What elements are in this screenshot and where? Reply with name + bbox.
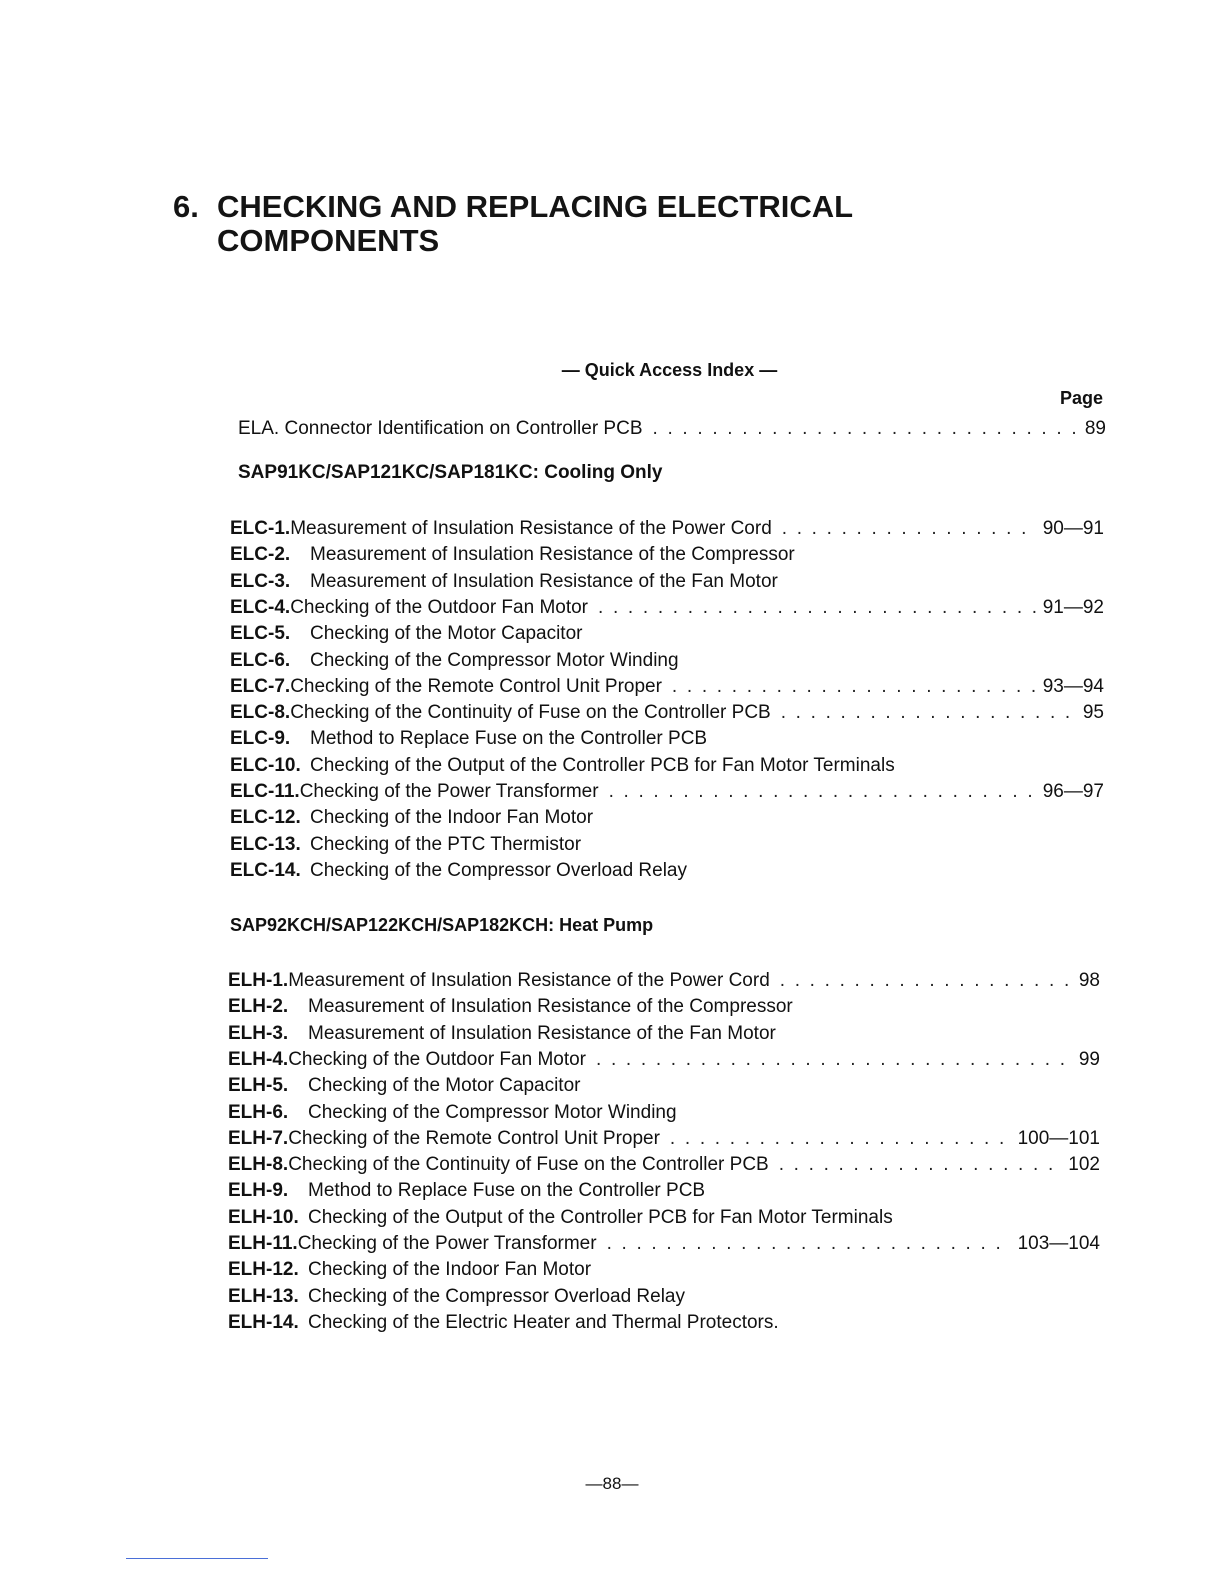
index-entry	[228, 996, 1100, 1022]
index-entry	[228, 1207, 1100, 1233]
index-entry	[230, 650, 1104, 676]
entry-page: 93—94	[1042, 675, 1104, 697]
index-entry	[228, 1233, 1100, 1259]
entry-text: Checking of the PTC Thermistor	[310, 833, 582, 855]
index-entry	[230, 702, 1104, 728]
entry-text: Checking of the Outdoor Fan Motor	[288, 1048, 587, 1070]
page-number: —88—	[585, 1474, 639, 1493]
index-entry	[230, 781, 1104, 807]
entry-text: Method to Replace Fuse on the Controller PCB	[310, 728, 708, 750]
entry-code: ELC-11.	[230, 781, 300, 802]
entry-text: Checking of the Compressor Motor Winding	[308, 1101, 677, 1123]
entry-code: ELH-4.	[228, 1048, 289, 1070]
index-entry	[230, 834, 1104, 860]
entry-code: ELH-10.	[228, 1206, 299, 1228]
index-entry	[228, 1023, 1100, 1049]
entry-page: 95	[1082, 702, 1104, 724]
index-entry	[228, 1180, 1100, 1206]
entry-page: 99	[1078, 1048, 1100, 1070]
entry-code: ELC-10.	[230, 754, 301, 776]
entry-text: Checking of the Motor Capacitor	[308, 1075, 581, 1097]
index-entry-ela	[238, 418, 1106, 444]
entry-code: ELC-12.	[230, 807, 301, 829]
entry-code: ELC-1.	[230, 518, 291, 539]
index-entry	[228, 1102, 1100, 1128]
entry-code: ELC-14.	[230, 859, 301, 881]
entry-text: Checking of the Output of the Controller PCB for Fan Motor Terminals	[308, 1206, 893, 1228]
chapter-number: 6.	[173, 189, 199, 224]
dot-leader	[653, 418, 1079, 440]
entry-text: Checking of the Power Transformer	[297, 1233, 597, 1254]
index-entry	[230, 544, 1104, 570]
entry-code: ELH-14.	[228, 1311, 299, 1333]
entry-text: Measurement of Insulation Resistance of the Power Cord	[288, 970, 770, 991]
entry-text: Checking of the Compressor Overload Relay	[308, 1285, 686, 1307]
dot-leader	[672, 676, 1037, 698]
entry-text: Checking of the Remote Control Unit Proper	[290, 675, 662, 697]
dot-leader	[780, 970, 1073, 992]
index-entry	[228, 1154, 1100, 1180]
entry-code: ELH-5.	[228, 1075, 289, 1097]
dot-leader	[598, 597, 1037, 619]
entry-text: Measurement of Insulation Resistance of the Fan Motor	[310, 570, 778, 592]
entry-code: ELH-12.	[228, 1259, 299, 1281]
entry-text: Checking of the Output of the Controller PCB for Fan Motor Terminals	[310, 754, 895, 776]
entry-page: 96—97	[1042, 781, 1104, 802]
index-entry	[228, 1049, 1100, 1075]
entry-page: 100—101	[1017, 1127, 1100, 1149]
index-entry	[230, 597, 1104, 623]
dot-leader	[596, 1049, 1073, 1071]
entry-text: Checking of the Remote Control Unit Proper	[288, 1127, 660, 1149]
dot-leader	[607, 1233, 1012, 1255]
entry-text: Method to Replace Fuse on the Controller PCB	[308, 1180, 706, 1202]
entry-text: Checking of the Indoor Fan Motor	[310, 807, 594, 829]
entry-code: ELC-13.	[230, 833, 301, 855]
entry-text: Checking of the Electric Heater and Thermal Protectors.	[308, 1311, 779, 1333]
entry-code: ELC-3.	[230, 570, 291, 592]
dot-leader	[781, 702, 1077, 724]
entry-page: 103—104	[1017, 1233, 1100, 1254]
entry-text: Checking of the Indoor Fan Motor	[308, 1259, 592, 1281]
index-entry	[230, 676, 1104, 702]
index-entry	[230, 571, 1104, 597]
entry-code: ELH-7.	[228, 1127, 289, 1149]
entry-text: Checking of the Compressor Motor Winding	[310, 649, 679, 671]
entry-code: ELC-6.	[230, 649, 291, 671]
entry-code: ELC-5.	[230, 623, 291, 645]
entry-code: ELC-8.	[230, 702, 291, 724]
entry-page: 98	[1078, 970, 1100, 991]
entry-text: Measurement of Insulation Resistance of the Compressor	[308, 996, 793, 1018]
entry-code: ELH-3.	[228, 1022, 289, 1044]
dot-leader	[779, 1154, 1063, 1176]
entry-text: Measurement of Insulation Resistance of the Power Cord	[290, 518, 772, 539]
footer-rule	[126, 1558, 268, 1559]
dot-leader	[670, 1128, 1012, 1150]
entry-page: 90—91	[1042, 518, 1104, 539]
index-entry	[230, 623, 1104, 649]
entry-page: 102	[1068, 1154, 1100, 1176]
entry-code: ELH-8.	[228, 1154, 289, 1176]
index-entry	[228, 1075, 1100, 1101]
entry-text: ELA. Connector Identification on Controller PCB	[238, 418, 643, 439]
entry-text: Checking of the Continuity of Fuse on the Controller PCB	[290, 702, 771, 724]
index-entry	[230, 860, 1104, 886]
entry-code: ELH-9.	[228, 1180, 289, 1202]
index-entry	[230, 518, 1104, 544]
index-entry	[228, 1128, 1100, 1154]
index-entry	[230, 728, 1104, 754]
chapter-title-line2: COMPONENTS	[217, 223, 440, 258]
entry-text: Measurement of Insulation Resistance of the Fan Motor	[308, 1022, 776, 1044]
entry-code: ELC-9.	[230, 728, 291, 750]
entry-code: ELC-2.	[230, 544, 291, 566]
dot-leader	[782, 518, 1037, 540]
entry-code: ELC-7.	[230, 675, 291, 697]
index-entry	[230, 807, 1104, 833]
entry-code: ELH-1.	[228, 970, 289, 991]
entry-text: Checking of the Outdoor Fan Motor	[290, 596, 589, 618]
entry-code: ELH-11.	[228, 1233, 298, 1254]
entry-text: Checking of the Power Transformer	[299, 781, 599, 802]
entry-text: Checking of the Motor Capacitor	[310, 623, 583, 645]
entry-code: ELH-6.	[228, 1101, 289, 1123]
entry-text: Checking of the Compressor Overload Relay	[310, 859, 688, 881]
dot-leader	[609, 781, 1037, 803]
page-column-header: Page	[1060, 388, 1104, 408]
index-entry	[228, 1312, 1100, 1338]
index-entry	[228, 970, 1100, 996]
chapter-title	[173, 190, 853, 258]
cooling-section-heading: SAP91KC/SAP121KC/SAP181KC: Cooling Only	[238, 462, 663, 483]
entry-code: ELH-2.	[228, 996, 289, 1018]
entry-code: ELC-4.	[230, 596, 291, 618]
index-entry	[228, 1286, 1100, 1312]
chapter-title-line1: 6. CHECKING AND REPLACING ELECTRICAL	[173, 189, 854, 224]
entry-text: Checking of the Continuity of Fuse on the Controller PCB	[288, 1154, 769, 1176]
index-entry	[228, 1259, 1100, 1285]
entry-page: 89	[1084, 418, 1106, 439]
entry-code: ELH-13.	[228, 1285, 299, 1307]
heatpump-section-heading: SAP92KCH/SAP122KCH/SAP182KCH: Heat Pump	[230, 915, 654, 935]
entry-page: 91—92	[1042, 596, 1104, 618]
quick-access-index-title: — Quick Access Index —	[561, 360, 778, 380]
entry-text: Measurement of Insulation Resistance of the Compressor	[310, 544, 795, 566]
index-entry	[230, 755, 1104, 781]
